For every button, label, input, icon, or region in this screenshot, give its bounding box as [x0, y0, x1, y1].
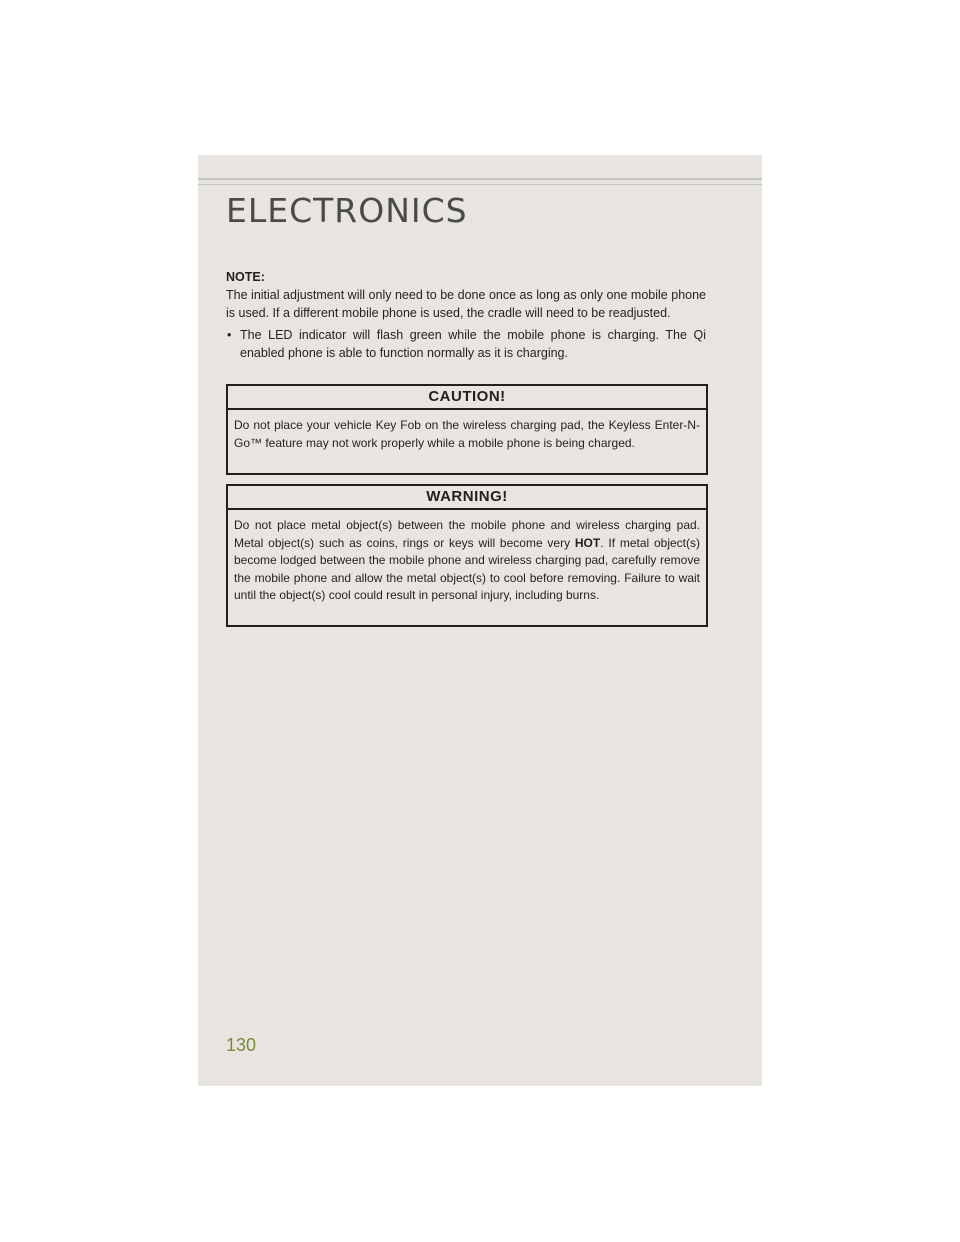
warning-emphasis: HOT: [574, 535, 601, 550]
header-rule-top: [198, 178, 762, 180]
bullet-marker: •: [227, 328, 232, 342]
bullet-item: [226, 326, 706, 362]
caution-title: CAUTION!: [228, 386, 706, 410]
caution-text: Do not place your vehicle Key Fob on the wireless charging pad, the Keyless Enter-N-Go™ feature may not work properly while a mobile phone is being charged.: [234, 418, 700, 450]
warning-title: WARNING!: [228, 486, 706, 510]
bullet-text: The LED indicator will flash green while the mobile phone is charging. The Qi enabled phone is able to function normally as it is charging.: [240, 328, 706, 360]
main-content: [226, 268, 706, 362]
warning-box: [226, 484, 708, 627]
warning-text: [228, 510, 706, 605]
note-text: The initial adjustment will only need to be done once as long as only one mobile phone is used. If a different mobile phone is used, the cradle will need to be readjusted.: [226, 288, 706, 320]
section-title: ELECTRONICS: [226, 191, 468, 230]
header-rule-bottom: [198, 184, 762, 185]
warning-text-before: Do not place metal object(s) between the mobile phone and wireless charging pad. Metal object(s) such as coins, rings or keys will become very: [234, 518, 700, 550]
manual-page: [198, 155, 762, 1086]
page-number: 130: [226, 1035, 257, 1055]
warning-text-after: . If metal object(s) become lodged between the mobile phone and wireless charging pad, carefully remove the mobile phone and allow the metal object(s) to cool before removing. Failure to wait until the object(s) cool could result in personal injury, including burns.: [234, 535, 700, 602]
note-label: NOTE:: [226, 270, 265, 284]
caution-box: [226, 384, 708, 475]
